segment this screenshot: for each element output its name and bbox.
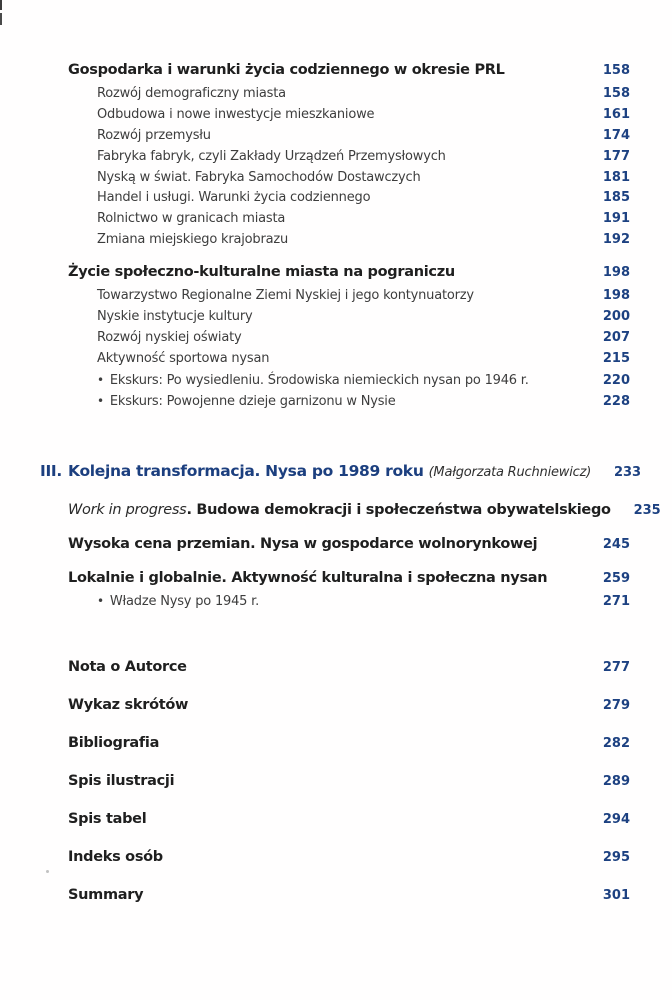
- entry-text: Rozwój nyskiej oświaty: [97, 329, 242, 345]
- toc-entry-label: [40, 370, 580, 392]
- page-number: 215: [602, 350, 630, 366]
- toc-entry-label: [40, 188, 580, 209]
- toc-row: [40, 126, 630, 147]
- entry-text: Rozwój demograficzny miasta: [97, 86, 286, 101]
- toc-row: [40, 459, 642, 483]
- toc-row: [40, 261, 630, 283]
- toc-row: [40, 846, 630, 868]
- toc-entry-label: [40, 307, 580, 328]
- entry-bold-part: . Budowa demokracji i społeczeństwa obywatelskiego: [186, 502, 611, 519]
- entry-text: Lokalnie i globalnie. Aktywność kulturalna i społeczna nysan: [68, 570, 548, 587]
- page-number: 282: [602, 736, 630, 752]
- toc-entry-label: [40, 694, 580, 716]
- toc-entry-label: [40, 808, 580, 830]
- page-number: 191: [602, 211, 630, 227]
- toc-entry-label: [40, 59, 580, 81]
- entry-text: Summary: [68, 887, 144, 904]
- entry-text: Spis ilustracji: [68, 773, 175, 790]
- toc-row: [40, 168, 630, 189]
- toc-row: [40, 370, 630, 391]
- bullet-icon: •: [97, 393, 104, 408]
- toc-row: [40, 533, 630, 555]
- chapter-author: (Małgorzata Ruchniewicz): [428, 465, 592, 481]
- toc-entry-label: [40, 84, 580, 105]
- toc-entry-label: [40, 286, 580, 307]
- toc-entry-label: [40, 261, 580, 283]
- entry-text: Towarzystwo Regionalne Ziemi Nyskiej i jego kontynuatorzy: [97, 288, 474, 304]
- entry-text: Ekskurs: Po wysiedleniu. Środowiska niemieckich nysan po 1946 r.: [109, 372, 529, 388]
- page-number: 185: [602, 190, 630, 206]
- page-number: 271: [602, 594, 630, 610]
- toc-entry-label: [40, 499, 611, 521]
- bullet-icon: •: [97, 594, 104, 609]
- entry-text: Rolnictwo w granicach miasta: [97, 211, 286, 227]
- toc-row: [40, 105, 630, 126]
- entry-text: Wysoka cena przemian. Nysa w gospodarce wolnorynkowej: [68, 536, 538, 553]
- toc-entry-label: [40, 349, 580, 370]
- toc-row: [40, 694, 630, 716]
- toc-entry-label: [40, 209, 580, 230]
- toc-row: [40, 286, 630, 307]
- page-number: 235: [633, 503, 661, 519]
- scan-speck-artifact: [46, 870, 49, 873]
- page-number: 228: [602, 393, 630, 409]
- toc-entry-label: [40, 230, 580, 251]
- toc-row: [40, 84, 630, 105]
- page-number: 181: [602, 169, 630, 185]
- page-number: 294: [602, 812, 630, 828]
- entry-text: Nota o Autorce: [68, 659, 187, 676]
- toc-entry-label: [40, 533, 580, 555]
- toc-entry-label: [40, 147, 580, 168]
- page-number: 158: [602, 86, 630, 101]
- page-number: 177: [602, 148, 630, 164]
- toc-entry-label: [40, 168, 580, 189]
- toc-row: [40, 391, 630, 412]
- page-number: 198: [602, 288, 630, 304]
- toc-row: [40, 147, 630, 168]
- page-number: 207: [602, 329, 630, 345]
- entry-text: Życie społeczno-kulturalne miasta na pograniczu: [68, 264, 455, 281]
- entry-text: Fabryka fabryk, czyli Zakłady Urządzeń Przemysłowych: [97, 148, 446, 164]
- page-number: 200: [602, 309, 630, 325]
- chapter-numeral: III.: [40, 462, 62, 481]
- bullet-icon: •: [97, 372, 104, 387]
- toc-entry-label: [40, 656, 580, 678]
- entry-text: Zmiana miejskiego krajobrazu: [97, 232, 289, 248]
- entry-text: Indeks osób: [68, 849, 163, 866]
- toc-entry-label: [40, 732, 580, 754]
- page-edge-artifact: [0, 13, 2, 25]
- page-number: 198: [602, 265, 630, 281]
- toc-row: [40, 230, 630, 251]
- toc-row: [40, 732, 630, 754]
- toc-row: [40, 188, 630, 209]
- toc-row: [40, 808, 630, 830]
- page-number: 289: [602, 774, 630, 790]
- entry-text: Odbudowa i nowe inwestycje mieszkaniowe: [97, 106, 375, 122]
- entry-text: Ekskurs: Powojenne dzieje garnizonu w Nysie: [109, 393, 396, 409]
- page-number: 301: [602, 888, 630, 904]
- toc-entry-label: [40, 567, 580, 589]
- page-number: 279: [602, 698, 630, 714]
- entry-text: Rozwój przemysłu: [97, 127, 211, 143]
- page-number: 245: [602, 537, 630, 553]
- page-number: 233: [613, 465, 642, 481]
- toc-row: [40, 328, 630, 349]
- entry-text: Gospodarka i warunki życia codziennego w okresie PRL: [68, 62, 505, 78]
- entry-text: Władze Nysy po 1945 r.: [109, 594, 260, 610]
- entry-text: Handel i usługi. Warunki życia codziennego: [97, 190, 371, 206]
- toc-entry-label: [40, 459, 591, 485]
- toc-row: [40, 567, 630, 589]
- page-number: 259: [602, 571, 630, 587]
- toc-row: [40, 770, 630, 792]
- toc-entry-label: [40, 591, 580, 613]
- toc-row: [40, 656, 630, 678]
- toc-row: [40, 884, 630, 906]
- page-edge-artifact: [0, 0, 2, 10]
- entry-text: Nyską w świat. Fabryka Samochodów Dostawczych: [97, 169, 421, 185]
- page-number: 174: [602, 127, 630, 143]
- toc-entry-label: [40, 770, 580, 792]
- toc-entry-label: [40, 126, 580, 147]
- toc-entry-label: [40, 884, 580, 906]
- toc-row: [40, 59, 630, 81]
- page-number: 295: [602, 850, 630, 866]
- chapter-title: Kolejna transformacja. Nysa po 1989 roku: [68, 462, 424, 481]
- toc-row: [40, 499, 661, 521]
- page-number: 161: [602, 106, 630, 122]
- toc-row: [40, 591, 630, 612]
- entry-text: Nyskie instytucje kultury: [97, 309, 253, 325]
- toc-row: [40, 349, 630, 370]
- page-number: 192: [602, 232, 630, 248]
- toc-entry-label: [40, 328, 580, 349]
- toc-entry-label: [40, 846, 580, 868]
- entry-text: Wykaz skrótów: [68, 697, 189, 714]
- entry-text: Bibliografia: [68, 735, 160, 752]
- toc-entry-label: [40, 391, 580, 413]
- page-number: 277: [602, 660, 630, 676]
- entry-text: Aktywność sportowa nysan: [97, 350, 270, 366]
- entry-text: Spis tabel: [68, 811, 147, 828]
- page-number: 158: [602, 63, 630, 78]
- toc-row: [40, 307, 630, 328]
- toc-entry-label: [40, 105, 580, 126]
- entry-italic-part: Work in progress: [68, 502, 187, 519]
- toc-row: [40, 209, 630, 230]
- page-number: 220: [602, 372, 630, 388]
